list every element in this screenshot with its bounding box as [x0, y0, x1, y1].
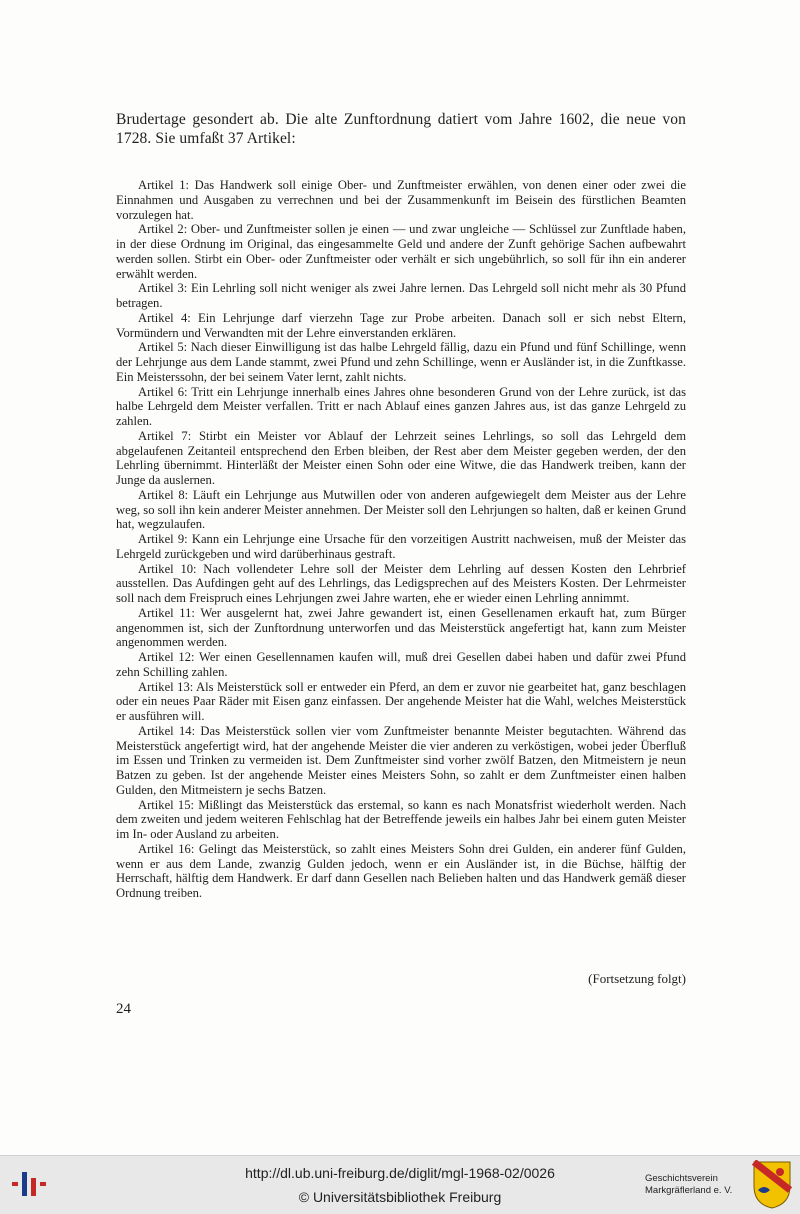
article-6: Artikel 6: Tritt ein Lehrjunge innerhalb eines Jahres ohne besonderen Grund von der Lehre zurück, ist das halbe Lehrgeld dem Meister verfallen. Tritt er nach Ablauf eines ganzen Jahres aus, ist das ganze Lehrgeld zu zahlen. — [116, 384, 686, 428]
articles-list — [116, 178, 686, 901]
society-line-1: Geschichtsverein — [645, 1173, 718, 1184]
article-3: Artikel 3: Ein Lehrling soll nicht weniger als zwei Jahre lernen. Das Lehrgeld soll nicht mehr als 30 Pfund betragen. — [116, 281, 686, 310]
copyright-text: © Universitätsbibliothek Freiburg — [298, 1189, 502, 1205]
article-9: Artikel 9: Kann ein Lehrjunge eine Ursache für den vorzeitigen Austritt nachweisen, muß der Meister das Lehrgeld zurückgeben und wird darüberhinaus gestraft. — [116, 532, 686, 561]
article-11: Artikel 11: Wer ausgelernt hat, zwei Jahre gewandert ist, einen Gesellenamen erkauft hat, zum Bürger angenommen ist, sich der Zunftordnung unterworfen und das Meisterstück angefertigt hat, kann zum Meister angenommen werden. — [116, 605, 686, 650]
article-7: Artikel 7: Stirbt ein Meister vor Ablauf der Lehrzeit seines Lehrlings, so soll das Lehrgeld dem abgelaufenen Zeitanteil entsprechend den Erben bleiben, der Rest aber dem Meister gegeben werden, der den Lehrling übernimmt. Hinterläßt der Meister einen Sohn oder eine Witwe, die das Handwerk treiben, kann der Junge da auslernen. — [116, 428, 686, 487]
article-2: Artikel 2: Ober- und Zunftmeister sollen je einen — und zwar ungleiche — Schlüssel zur Zunftlade haben, in der diese Ordnung im Original, das eingesammelte Geld und andere der Zunft gehörige Sachen aufbewahrt werden sollen. Stirbt ein Ober- oder Zunftmeister oder verhält er sich ungebührlich, so soll für ihn ein anderer erwählt werden. — [116, 222, 686, 281]
article-13: Artikel 13: Als Meisterstück soll er entweder ein Pferd, an dem er zuvor nie gearbeitet hat, ganz beschlagen oder ein neues Paar Räder mit Eisen ganz einfassen. Der angehende Meister hat die Wahl, welches Meisterstück er ausführen will. — [116, 679, 686, 723]
intro-paragraph: Brudertage gesondert ab. Die alte Zunftordnung datiert vom Jahre 1602, die neue von 1728. Sie umfaßt 37 Artikel: — [116, 111, 686, 147]
article-1: Artikel 1: Das Handwerk soll einige Ober- und Zunftmeister erwählen, von denen einer oder zwei die Einnahmen und Ausgaben zu verrechnen und bei der Zusammenkunft im Beisein des fürstlichen Beamten vorzulegen hat. — [116, 178, 686, 222]
society-name — [645, 1173, 755, 1197]
document-url-link[interactable]: http://dl.ub.uni-freiburg.de/diglit/mgl-1968-02/0026 — [245, 1165, 555, 1181]
article-16: Artikel 16: Gelingt das Meisterstück, so zahlt eines Meisters Sohn drei Gulden, ein anderer fünf Gulden, wenn er aus dem Lande, zwanzig Gulden jedoch, wenn er ein Ausländer ist, in die Büchse, hälftig der Herrschaft, hälftig dem Handwerk. Er darf dann Gesellen nach Belieben halten und das Handwerk gemäß dieser Ordnung treiben. — [116, 841, 686, 900]
article-14: Artikel 14: Das Meisterstück sollen vier vom Zunftmeister benannte Meister begutachten. Während das Meisterstück angefertigt wird, hat der angehende Meister die vier anderen zu verköstigen, wobei jeder Überfluß im Essen und Trinken zu vermeiden ist. Dem Zunftmeister sind vorher zwölf Batzen, den Mitmeistern je neun Batzen zu geben. Ist der angehende Meister eines Meisters Sohn, so zahlt er dem Zunftmeister einen halben Gulden, den Mitmeistern je sechs Batzen. — [116, 723, 686, 797]
article-10: Artikel 10: Nach vollendeter Lehre soll der Meister dem Lehrling auf dessen Kosten den Lehrbrief ausstellen. Das Aufdingen geht auf des Lehrlings, das Ledigsprechen auf des Meisters Kosten. Der Lehrmeister soll nach dem Freispruch eines Lehrjungen zwei Jahre warten, ehe er wieder einen Lehrling annimmt. — [116, 561, 686, 605]
article-8: Artikel 8: Läuft ein Lehrjunge aus Mutwillen oder von anderen aufgewiegelt dem Meister aus der Lehre weg, so soll ihn kein anderer Meister annehmen. Der Meister soll den Lehrjungen so halten, daß er keinen Grund hat, wegzulaufen. — [116, 487, 686, 532]
society-line-2: Markgräflerland e. V. — [645, 1185, 733, 1196]
article-12: Artikel 12: Wer einen Gesellennamen kaufen will, muß drei Gesellen dabei haben und dafür zwei Pfund zehn Schilling zahlen. — [116, 650, 686, 679]
page-number: 24 — [116, 1001, 131, 1017]
continued-note: (Fortsetzung folgt) — [588, 971, 686, 986]
coat-of-arms-icon — [752, 1160, 792, 1210]
article-4: Artikel 4: Ein Lehrjunge darf vierzehn Tage zur Probe arbeiten. Danach soll er sich nebst Eltern, Vormündern und Verwandten mit der Lehre einverstanden erklären. — [116, 310, 686, 340]
article-15: Artikel 15: Mißlingt das Meisterstück das erstemal, so kann es nach Monatsfrist wiederholt werden. Nach dem zweiten und jedem weiteren Fehlschlag hat der Betreffende jeweils ein halbes Jahr bei einem guten Meister im In- oder Ausland zu arbeiten. — [116, 797, 686, 841]
article-5: Artikel 5: Nach dieser Einwilligung ist das halbe Lehrgeld fällig, dazu ein Pfund und fünf Schillinge, wenn der Lehrjunge aus dem Lande stammt, zwei Pfund und zehn Schillinge, wenn er Ausländer ist, in die Zunftkasse. Ein Meisterssohn, der bei seinem Vater lernt, zahlt nichts. — [116, 340, 686, 384]
viewer-footer — [0, 1155, 800, 1214]
